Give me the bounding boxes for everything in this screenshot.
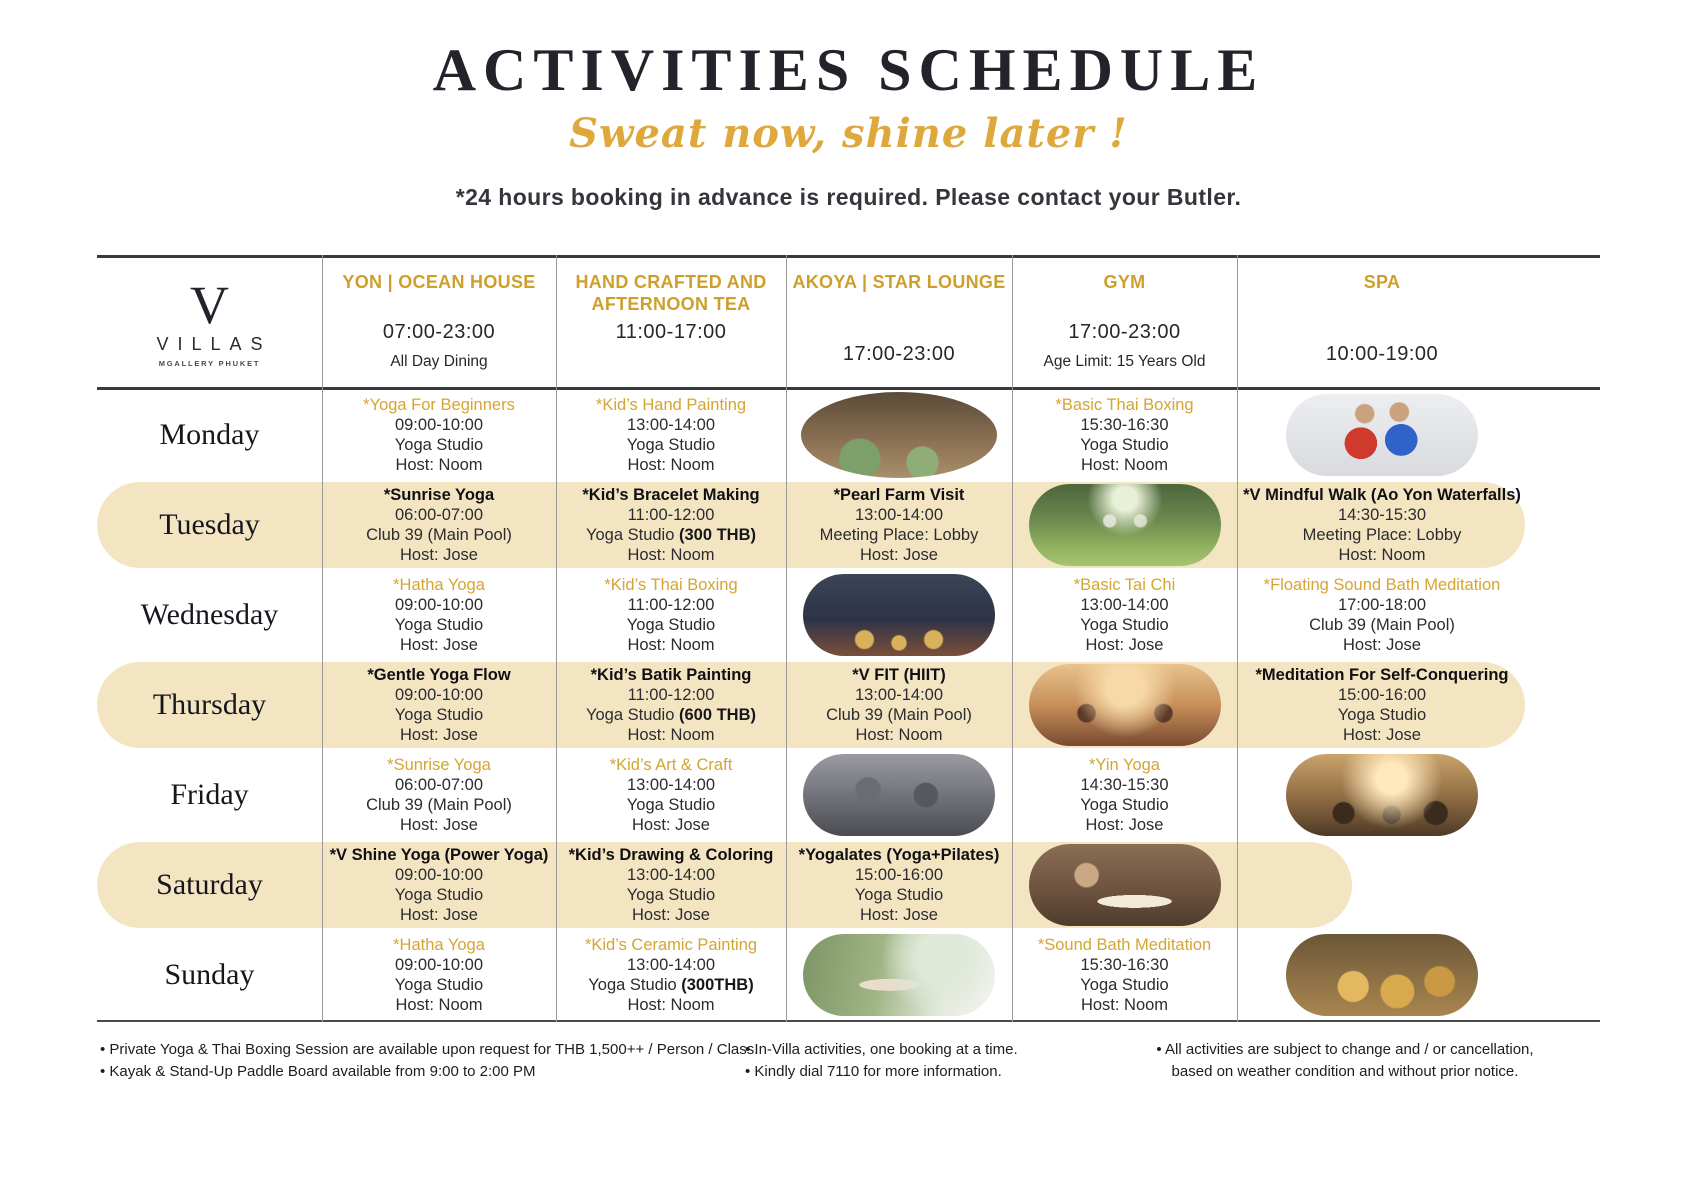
activity-time: 13:00-14:00 bbox=[626, 776, 716, 794]
activity-cell bbox=[1237, 480, 1527, 570]
photo-cell bbox=[786, 930, 1012, 1020]
activity-time: 15:30-16:30 bbox=[1080, 416, 1169, 434]
activity-place: Yoga Studio bbox=[1337, 706, 1427, 724]
activity-time: 11:00-12:00 bbox=[627, 506, 715, 524]
footnote-group-left bbox=[100, 1039, 758, 1082]
day-cell bbox=[97, 750, 322, 840]
header-afternoon-tea bbox=[556, 258, 786, 387]
activity-cell bbox=[556, 840, 786, 930]
activity-host: Host: Noom bbox=[627, 726, 715, 744]
activity-place: Yoga Studio bbox=[626, 436, 716, 454]
footnote-group-middle bbox=[745, 1039, 1018, 1082]
activity-time: 13:00-14:00 bbox=[626, 956, 716, 974]
activity-host: Host: Jose bbox=[400, 906, 478, 924]
activity-time: 11:00-12:00 bbox=[627, 596, 715, 614]
venue-hours: 11:00-17:00 bbox=[615, 321, 727, 343]
activity-cell bbox=[556, 390, 786, 480]
activity-host: Host: Noom bbox=[1338, 546, 1426, 564]
day-name: Tuesday bbox=[159, 508, 260, 541]
activity-host: Host: Jose bbox=[1085, 636, 1164, 654]
activity-cell bbox=[322, 660, 556, 750]
activity-cell bbox=[786, 480, 1012, 570]
activity-cell bbox=[556, 930, 786, 1020]
activity-host: Host: Noom bbox=[1080, 996, 1169, 1014]
activity-time: 13:00-14:00 bbox=[854, 506, 944, 524]
activity-cell bbox=[1237, 570, 1527, 660]
day-name: Sunday bbox=[164, 958, 255, 991]
activity-place: Yoga Studio bbox=[1080, 976, 1169, 994]
activity-time: 13:00-14:00 bbox=[1080, 596, 1169, 614]
activity-time: 15:00-16:00 bbox=[1337, 686, 1427, 704]
activity-place: Yoga Studio bbox=[626, 616, 716, 634]
venue-hours: 17:00-23:00 bbox=[1068, 321, 1181, 343]
activity-time: 13:00-14:00 bbox=[626, 866, 716, 884]
activity-cell bbox=[556, 480, 786, 570]
activity-cell bbox=[556, 660, 786, 750]
schedule-row-sunday bbox=[97, 930, 1600, 1020]
activity-title: *Kid’s Ceramic Painting bbox=[584, 936, 758, 954]
activity-cell bbox=[322, 930, 556, 1020]
activity-cell bbox=[322, 390, 556, 480]
forest-meditation-photo bbox=[1286, 754, 1478, 836]
schedule-row-thursday bbox=[97, 660, 1600, 750]
activity-place: Yoga Studio bbox=[626, 796, 716, 814]
activity-title: *Sunrise Yoga bbox=[383, 486, 495, 504]
activity-host: Host: Jose bbox=[632, 816, 710, 834]
day-name: Thursday bbox=[152, 688, 267, 721]
tai-chi-photo bbox=[1029, 664, 1221, 746]
activity-time: 09:00-10:00 bbox=[394, 686, 484, 704]
activity-title: *Basic Tai Chi bbox=[1073, 576, 1176, 594]
activity-cell bbox=[1012, 390, 1237, 480]
activity-place: Yoga Studio bbox=[394, 616, 484, 634]
booking-note: *24 hours booking in advance is required. Please contact your Butler. bbox=[455, 184, 1242, 210]
activity-host: Host: Jose bbox=[400, 636, 478, 654]
activity-host: Host: Noom bbox=[395, 996, 483, 1014]
activity-place: Yoga Studio bbox=[1080, 436, 1169, 454]
activity-time: 09:00-10:00 bbox=[394, 596, 484, 614]
activity-title: *Kid’s Drawing & Coloring bbox=[568, 846, 774, 864]
activity-host: Host: Jose bbox=[860, 906, 938, 924]
activity-host: Host: Noom bbox=[627, 456, 715, 474]
activity-host: Host: Noom bbox=[855, 726, 943, 744]
logo-subtitle: MGALLERY PHUKET bbox=[158, 358, 261, 368]
activity-time: 06:00-07:00 bbox=[394, 506, 484, 524]
singing-bowls-photo bbox=[1286, 934, 1478, 1016]
activity-place: Club 39 (Main Pool) bbox=[366, 526, 512, 544]
schedule-row-tuesday bbox=[97, 480, 1600, 570]
massage-room-photo bbox=[1029, 844, 1221, 926]
activity-time: 15:00-16:00 bbox=[854, 866, 944, 884]
photo-cell bbox=[1012, 660, 1237, 750]
activity-time: 06:00-07:00 bbox=[394, 776, 484, 794]
activity-title: *Kid’s Batik Painting bbox=[590, 666, 752, 684]
page-title: ACTIVITIES SCHEDULE bbox=[432, 37, 1265, 103]
photo-cell bbox=[1012, 480, 1237, 570]
photo-cell bbox=[1012, 840, 1237, 930]
activity-place: Yoga Studio bbox=[1080, 616, 1169, 634]
activity-host: Host: Jose bbox=[400, 546, 478, 564]
venue-note: Age Limit: 15 Years Old bbox=[1043, 353, 1206, 370]
venue-label: GYM bbox=[1103, 272, 1146, 292]
logo-v-mark: V bbox=[190, 274, 229, 335]
photo-cell bbox=[1237, 930, 1527, 1020]
day-name: Monday bbox=[159, 418, 260, 451]
schedule-row-monday bbox=[97, 390, 1600, 480]
venue-label: SPA bbox=[1363, 272, 1401, 292]
footnote-group-right bbox=[1125, 1039, 1565, 1082]
activity-title: *Kid’s Bracelet Making bbox=[582, 486, 760, 504]
logo-name: VILLAS bbox=[156, 333, 272, 354]
footnote-line: • Kindly dial 7110 for more information. bbox=[745, 1062, 1002, 1080]
activity-cell bbox=[322, 840, 556, 930]
activity-place: Yoga Studio bbox=[394, 436, 484, 454]
activity-host: Host: Jose bbox=[400, 816, 478, 834]
activity-time: 11:00-12:00 bbox=[627, 686, 715, 704]
activity-title: *Sunrise Yoga bbox=[387, 756, 491, 774]
activity-place: Yoga Studio bbox=[394, 976, 484, 994]
venue-label: AKOYA | STAR LOUNGE bbox=[792, 272, 1006, 292]
hotel-logo bbox=[97, 258, 322, 387]
activity-title: *Sound Bath Meditation bbox=[1037, 936, 1212, 954]
schedule-body bbox=[97, 390, 1600, 1022]
day-name: Wednesday bbox=[140, 598, 279, 631]
activity-time: 17:00-18:00 bbox=[1337, 596, 1427, 614]
photo-cell bbox=[786, 570, 1012, 660]
sound-bath-photo bbox=[803, 574, 995, 656]
activity-host: Host: Jose bbox=[632, 906, 710, 924]
activity-cell bbox=[1012, 930, 1237, 1020]
day-name: Saturday bbox=[156, 868, 263, 901]
activity-cell bbox=[1237, 660, 1527, 750]
footnote-line: • Private Yoga & Thai Boxing Session are available upon request for THB 1,500++ / Person / Class. bbox=[100, 1041, 759, 1058]
footnote-line: based on weather condition and without prior notice. bbox=[1171, 1062, 1519, 1080]
header-spa bbox=[1237, 258, 1527, 387]
activity-time: 15:30-16:30 bbox=[1080, 956, 1169, 974]
tagline-script: Sweat now, shine later ! bbox=[569, 110, 1128, 157]
activity-cell bbox=[1012, 750, 1237, 840]
activity-cell bbox=[786, 840, 1012, 930]
header-akoya-star-lounge bbox=[786, 258, 1012, 387]
activity-title: *Kid’s Hand Painting bbox=[595, 396, 747, 414]
activity-place: Club 39 (Main Pool) bbox=[1309, 616, 1455, 634]
activity-host: Host: Noom bbox=[627, 996, 715, 1014]
activity-title: *V Mindful Walk (Ao Yon Waterfalls) bbox=[1243, 486, 1521, 504]
thai-boxing-photo bbox=[1286, 394, 1478, 476]
activity-title: *Pearl Farm Visit bbox=[833, 486, 965, 504]
activity-host: Host: Jose bbox=[1343, 726, 1421, 744]
photo-cell bbox=[1237, 750, 1527, 840]
venue-note: All Day Dining bbox=[390, 353, 488, 370]
activity-place: Yoga Studio bbox=[1080, 796, 1169, 814]
activity-cell bbox=[322, 750, 556, 840]
activity-time: 09:00-10:00 bbox=[394, 866, 484, 884]
schedule-header-row bbox=[97, 255, 1600, 390]
activity-host: Host: Noom bbox=[1080, 456, 1169, 474]
photo-cell bbox=[786, 390, 1012, 480]
day-cell bbox=[97, 480, 322, 570]
venue-label: YON | OCEAN HOUSE bbox=[342, 272, 536, 292]
activity-host: Host: Jose bbox=[1085, 816, 1164, 834]
day-cell bbox=[97, 390, 322, 480]
activity-place: Yoga Studio (300 THB) bbox=[586, 526, 756, 544]
activity-title: *Basic Thai Boxing bbox=[1055, 396, 1194, 414]
activity-title: *V FIT (HIIT) bbox=[852, 666, 946, 684]
header-yon-ocean-house bbox=[322, 258, 556, 387]
activity-time: 14:30-15:30 bbox=[1337, 506, 1427, 524]
activity-cell bbox=[1012, 570, 1237, 660]
activity-place: Meeting Place: Lobby bbox=[819, 526, 979, 544]
activity-title: *Meditation For Self-Conquering bbox=[1255, 666, 1509, 684]
day-cell bbox=[97, 840, 322, 930]
day-cell bbox=[97, 660, 322, 750]
activity-cell bbox=[556, 750, 786, 840]
hiit-workout-photo bbox=[803, 754, 995, 836]
activity-title: *Gentle Yoga Flow bbox=[367, 666, 511, 684]
activity-title: *Kid’s Thai Boxing bbox=[604, 576, 738, 594]
activity-title: *Hatha Yoga bbox=[393, 936, 485, 954]
footnote-line: • In-Villa activities, one booking at a time. bbox=[745, 1041, 1018, 1058]
activity-title: *Yogalates (Yoga+Pilates) bbox=[798, 846, 1000, 864]
activity-title: *Hatha Yoga bbox=[393, 576, 485, 594]
activity-place: Yoga Studio bbox=[626, 886, 716, 904]
empty-cell bbox=[1237, 840, 1527, 930]
activity-host: Host: Jose bbox=[1343, 636, 1421, 654]
pilates-pose-photo bbox=[803, 934, 995, 1016]
activity-place: Club 39 (Main Pool) bbox=[826, 706, 972, 724]
activity-place: Club 39 (Main Pool) bbox=[366, 796, 512, 814]
header-gym bbox=[1012, 258, 1237, 387]
activity-place: Yoga Studio bbox=[394, 886, 484, 904]
schedule-row-wednesday bbox=[97, 570, 1600, 660]
venue-label: HAND CRAFTED AND AFTERNOON TEA bbox=[575, 272, 767, 314]
day-cell bbox=[97, 930, 322, 1020]
day-cell bbox=[97, 570, 322, 660]
activity-time: 14:30-15:30 bbox=[1080, 776, 1169, 794]
park-walk-photo bbox=[1029, 484, 1221, 566]
activity-time: 13:00-14:00 bbox=[854, 686, 944, 704]
venue-hours: 07:00-23:00 bbox=[382, 321, 496, 343]
activity-host: Host: Noom bbox=[627, 636, 715, 654]
venue-hours: 10:00-19:00 bbox=[1325, 343, 1439, 365]
activity-host: Host: Jose bbox=[400, 726, 478, 744]
activity-time: 13:00-14:00 bbox=[626, 416, 716, 434]
activity-title: *V Shine Yoga (Power Yoga) bbox=[329, 846, 549, 864]
activity-cell bbox=[556, 570, 786, 660]
activity-place: Meeting Place: Lobby bbox=[1302, 526, 1462, 544]
day-name: Friday bbox=[170, 778, 249, 811]
activity-place: Yoga Studio bbox=[854, 886, 944, 904]
activity-time: 09:00-10:00 bbox=[394, 416, 484, 434]
activity-time: 09:00-10:00 bbox=[394, 956, 484, 974]
schedule-row-friday bbox=[97, 750, 1600, 840]
schedule-table bbox=[97, 255, 1600, 1022]
footnote-line: • Kayak & Stand-Up Paddle Board available from 9:00 to 2:00 PM bbox=[100, 1062, 536, 1080]
activity-title: *Floating Sound Bath Meditation bbox=[1263, 576, 1501, 594]
venue-hours: 17:00-23:00 bbox=[842, 343, 956, 365]
activity-place: Yoga Studio (600 THB) bbox=[586, 706, 756, 724]
activity-title: *Kid’s Art & Craft bbox=[609, 756, 733, 774]
footnote-line: • All activities are subject to change and / or cancellation, bbox=[1156, 1041, 1534, 1058]
activity-cell bbox=[786, 660, 1012, 750]
activity-host: Host: Noom bbox=[627, 546, 715, 564]
activity-title: *Yoga For Beginners bbox=[363, 396, 515, 414]
photo-cell bbox=[786, 750, 1012, 840]
activity-place: Yoga Studio (300THB) bbox=[588, 976, 754, 994]
yoga-class-photo bbox=[801, 392, 997, 478]
schedule-row-saturday bbox=[97, 840, 1600, 930]
activity-host: Host: Jose bbox=[860, 546, 938, 564]
activity-host: Host: Noom bbox=[395, 456, 483, 474]
activity-title: *Yin Yoga bbox=[1089, 756, 1160, 774]
photo-cell bbox=[1237, 390, 1527, 480]
activity-cell bbox=[322, 570, 556, 660]
activity-place: Yoga Studio bbox=[394, 706, 484, 724]
activity-cell bbox=[322, 480, 556, 570]
